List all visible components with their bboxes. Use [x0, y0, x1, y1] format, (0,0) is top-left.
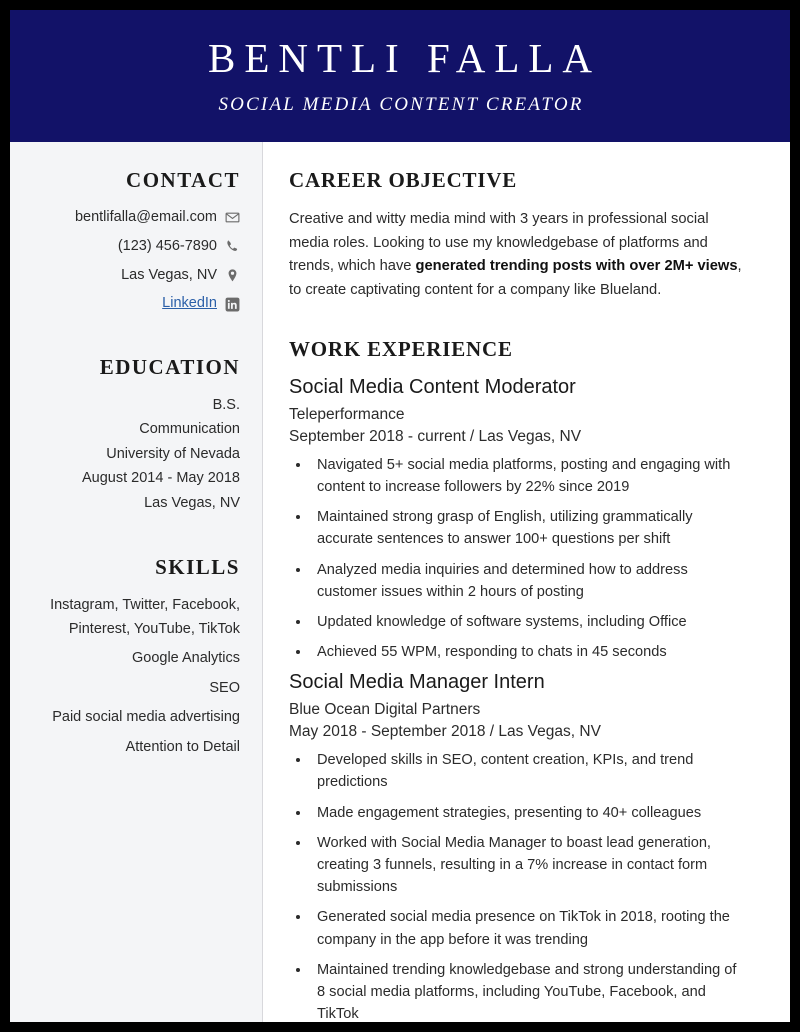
list-item: Attention to Detail [125, 738, 240, 755]
objective-highlight: generated trending posts with over 2M+ views [415, 258, 738, 275]
contact-heading: CONTACT [126, 168, 240, 192]
sidebar [10, 142, 263, 1022]
work-experience-heading: WORK EXPERIENCE [289, 336, 513, 361]
list-item: • Developed skills in SEO, content creation, KPIs, and trend predictions [311, 749, 746, 793]
resume-body [10, 142, 790, 1022]
page-title: BENTLI FALLA [207, 35, 602, 82]
career-objective-heading: CAREER OBJECTIVE [289, 168, 518, 192]
job-entry [289, 376, 746, 663]
job-bullets [289, 749, 746, 1022]
objective-part1: Creative and witty media mind with 3 years in professional social media roles. Looking to use my knowledgebase of platforms and trends, which have [289, 210, 709, 275]
list-item: • Analyzed media inquiries and determined how to address customer issues within 2 hours of posting [311, 559, 746, 603]
header-subtitle: SOCIAL MEDIA CONTENT CREATOR [218, 93, 584, 115]
resume-header [10, 10, 790, 142]
list-item: • Worked with Social Media Manager to boast lead generation, creating 3 funnels, resulting in a 7% increase in contact form submissions [311, 832, 746, 899]
job-company: Teleperformance [289, 405, 405, 423]
main-column [263, 142, 790, 1022]
objective-part2: , to create captivating content for a company like Blueland. [289, 258, 742, 299]
list-item: Instagram, Twitter, Facebook, Pinterest, YouTube, TikTok [50, 597, 240, 637]
contact-item-phone [20, 236, 240, 258]
contact-item-email [20, 207, 240, 229]
contact-location-text: Las Vegas, NV [121, 266, 217, 283]
linkedin-icon [225, 297, 240, 312]
list-item: Paid social media advertising [52, 709, 240, 726]
linkedin-link[interactable]: LinkedIn [162, 295, 217, 312]
contact-email-text: bentlifalla@email.com [74, 209, 217, 225]
job-company: Blue Ocean Digital Partners [289, 701, 481, 719]
education-degree: B.S. [212, 397, 240, 413]
list-item: • Maintained strong grasp of English, utilizing grammatically accurate sentences to answer 100+ questions per shift [311, 506, 746, 550]
list-item: • Navigated 5+ social media platforms, posting and engaging with content to increase followers by 22% since 2019 [311, 454, 746, 498]
list-item: • Generated social media presence on TikTok in 2018, rooting the company in the app before it was trending [311, 906, 746, 950]
location-pin-icon [225, 268, 240, 283]
education-field: Communication [139, 421, 240, 438]
list-item: • Updated knowledge of software systems, including Office [311, 611, 746, 633]
education-heading: EDUCATION [99, 355, 240, 379]
career-objective-text [289, 208, 746, 303]
skills-heading: SKILLS [155, 555, 240, 580]
list-item: Google Analytics [131, 650, 240, 667]
job-entry [289, 671, 746, 1022]
job-title: Social Media Manager Intern [289, 671, 545, 694]
job-title: Social Media Content Moderator [289, 375, 576, 398]
list-item: SEO [209, 679, 240, 696]
envelope-icon [225, 210, 240, 225]
resume-page [10, 10, 790, 1022]
phone-icon [225, 239, 240, 254]
education-dates: August 2014 - May 2018 [82, 470, 240, 487]
job-bullets [289, 454, 746, 663]
list-item: • Made engagement strategies, presenting to 40+ colleagues [311, 802, 746, 824]
list-item: • Achieved 55 WPM, responding to chats in 45 seconds [311, 641, 746, 663]
job-dates-location: September 2018 - current / Las Vegas, NV [289, 427, 582, 445]
education-location: Las Vegas, NV [144, 494, 240, 511]
list-item: • Maintained trending knowledgebase and strong understanding of 8 social media platforms, including YouTube, Facebook, and TikTok [311, 959, 746, 1022]
education-school: University of Nevada [106, 445, 240, 462]
contact-phone-text: (123) 456-7890 [117, 237, 217, 254]
contact-item-location [20, 265, 240, 287]
education-block [20, 394, 240, 515]
skills-list [20, 594, 240, 759]
job-dates-location: May 2018 - September 2018 / Las Vegas, NV [289, 723, 601, 741]
contact-item-linkedin[interactable] [20, 293, 240, 315]
